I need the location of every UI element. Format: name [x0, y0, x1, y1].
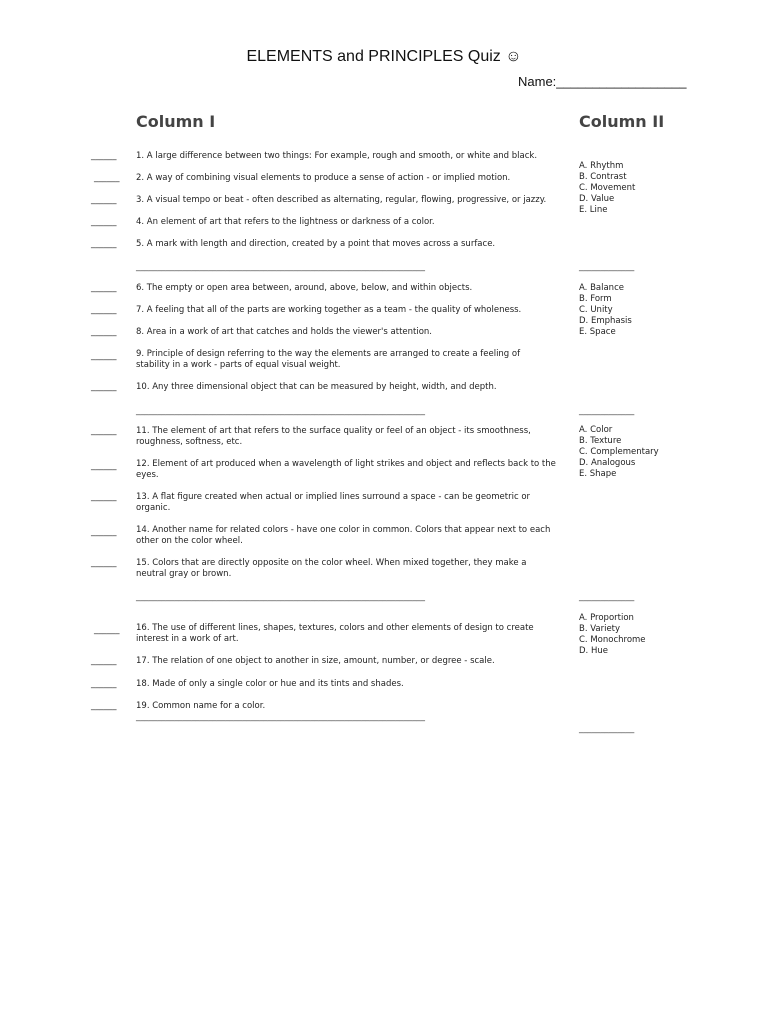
answer-choice: D. Hue	[579, 646, 608, 656]
answer-choice: A. Balance	[579, 283, 624, 293]
question-text: 2. A way of combining visual elements to produce a sense of action - or implied motion.	[136, 173, 511, 183]
name-field[interactable]: Name:__________________	[518, 74, 687, 89]
answer-blank[interactable]: ______	[91, 283, 117, 293]
answer-blank[interactable]: ______	[94, 173, 120, 183]
answer-blank[interactable]: ______	[91, 327, 117, 337]
answer-choice: C. Monochrome	[579, 635, 646, 645]
answer-blank[interactable]: ______	[91, 195, 117, 205]
answer-choices	[579, 283, 632, 338]
answer-choice: A. Rhythm	[579, 161, 624, 171]
question-text: 10. Any three dimensional object that can be measured by height, width, and depth.	[136, 382, 497, 392]
question-text: 9. Principle of design referring to the way the elements are arranged to create a feeling of stability in a work - parts of equal visual weight.	[136, 349, 521, 370]
question-text: 6. The empty or open area between, around, above, below, and within objects.	[136, 283, 473, 293]
column-two-header: Column II	[579, 112, 665, 131]
answer-choice: A. Color	[579, 425, 613, 435]
answer-choices	[579, 613, 646, 657]
question-text: 12. Element of art produced when a wavelength of light strikes and object and reflects back to the eyes.	[136, 459, 556, 480]
answer-choice: A. Proportion	[579, 613, 634, 623]
answer-blank[interactable]: ______	[91, 382, 117, 392]
answer-line: _____________	[579, 724, 635, 734]
answer-blank[interactable]: ______	[91, 656, 117, 666]
answer-choice: E. Shape	[579, 469, 617, 479]
question-text: 5. A mark with length and direction, created by a point that moves across a surface.	[136, 239, 496, 249]
answer-choices	[579, 161, 635, 216]
answer-blank[interactable]: ______	[91, 492, 117, 502]
section-divider: ____________________________________________________________________	[136, 406, 425, 416]
answer-blank[interactable]: ______	[91, 351, 117, 361]
question-text: 19. Common name for a color.	[136, 701, 266, 711]
answer-choice: D. Emphasis	[579, 316, 632, 326]
answer-line: _____________	[579, 406, 635, 416]
quiz-title: ELEMENTS and PRINCIPLES Quiz ☺	[246, 48, 522, 65]
question-text: 4. An element of art that refers to the lightness or darkness of a color.	[136, 217, 435, 227]
answer-choice: B. Contrast	[579, 172, 627, 182]
answer-choice: B. Texture	[579, 436, 622, 446]
answer-blank[interactable]: ______	[91, 461, 117, 471]
answer-choice: C. Unity	[579, 305, 613, 315]
question-text: 7. A feeling that all of the parts are working together as a team - the quality of wholeness.	[136, 305, 522, 315]
question-text: 13. A flat figure created when actual or implied lines surround a space - can be geometric or organic.	[136, 492, 531, 513]
question-text: 17. The relation of one object to another in size, amount, number, or degree - scale.	[136, 656, 495, 666]
column-one-header: Column I	[136, 112, 216, 131]
answer-blank[interactable]: ______	[91, 558, 117, 568]
answer-blank[interactable]: ______	[94, 625, 120, 635]
answer-blank[interactable]: ______	[91, 701, 117, 711]
answer-line: _____________	[579, 262, 635, 272]
answer-choice: B. Form	[579, 294, 612, 304]
question-text: 1. A large difference between two things: For example, rough and smooth, or white and black.	[136, 151, 538, 161]
answer-blank[interactable]: ______	[91, 527, 117, 537]
answer-blank[interactable]: ______	[91, 305, 117, 315]
answer-choice: E. Line	[579, 205, 608, 215]
question-text: 16. The use of different lines, shapes, textures, colors and other elements of design to create interest in a work of art.	[136, 623, 534, 644]
answer-choices	[579, 425, 659, 480]
answer-choice: D. Value	[579, 194, 615, 204]
answer-blank[interactable]: ______	[91, 679, 117, 689]
answer-blank[interactable]: ______	[91, 151, 117, 161]
answer-choice: D. Analogous	[579, 458, 636, 468]
question-text: 3. A visual tempo or beat - often described as alternating, regular, flowing, progressive, or jazzy.	[136, 195, 547, 205]
question-text: 11. The element of art that refers to the surface quality or feel of an object - its smoothness, roughness, softness, etc.	[136, 426, 531, 447]
section-divider: ____________________________________________________________________	[136, 712, 425, 722]
question-text: 15. Colors that are directly opposite on the color wheel. When mixed together, they make a neutral gray or brown.	[136, 558, 527, 579]
question-text: 8. Area in a work of art that catches and holds the viewer's attention.	[136, 327, 432, 337]
section-divider: ____________________________________________________________________	[136, 592, 425, 602]
question-text: 14. Another name for related colors - have one color in common. Colors that appear next to each other on the color wheel.	[136, 525, 551, 546]
answer-choice: C. Complementary	[579, 447, 659, 457]
section-divider: ____________________________________________________________________	[136, 262, 425, 272]
answer-blank[interactable]: ______	[91, 426, 117, 436]
answer-choice: B. Variety	[579, 624, 621, 634]
answer-choice: C. Movement	[579, 183, 636, 193]
question-text: 18. Made of only a single color or hue and its tints and shades.	[136, 679, 404, 689]
answer-blank[interactable]: ______	[91, 239, 117, 249]
answer-line: _____________	[579, 592, 635, 602]
answer-choice: E. Space	[579, 327, 616, 337]
answer-blank[interactable]: ______	[91, 217, 117, 227]
